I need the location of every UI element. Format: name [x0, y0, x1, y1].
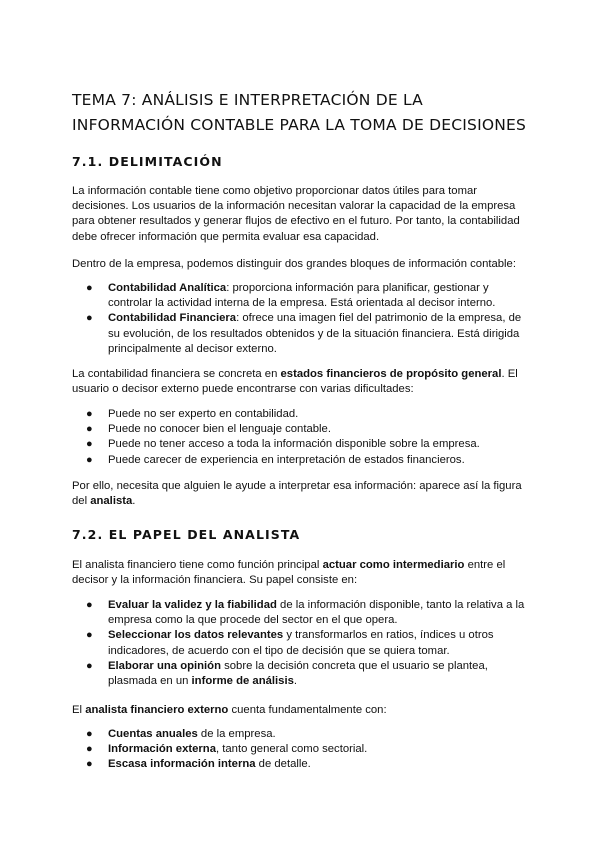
bullet-icon: ● [86, 743, 93, 756]
list-item: ● Seleccionar los datos relevantes y transformarlos en ratios, índices u otros indicadores, de acuerdo con el tipo de decisión que se quiera tomar. [86, 629, 494, 657]
title-line-2: INFORMACIÓN CONTABLE PARA LA TOMA DE DECISIONES [72, 116, 527, 134]
section-heading-delimitacion: 7.1. DELIMITACIÓN [72, 154, 223, 169]
bullet-icon: ● [86, 423, 93, 436]
bullet-icon: ● [86, 659, 93, 672]
list-item: ● Información externa, tanto general como sectorial. [72, 742, 532, 757]
list-item: ● Puede no tener acceso a toda la información disponible sobre la empresa. [72, 437, 532, 452]
paragraph-analyst-role: El analista financiero tiene como función principal actuar como intermediario entre el decisor y la información financiera. Su papel consiste en: [72, 559, 506, 587]
list-item: ● Puede no ser experto en contabilidad. [72, 407, 532, 422]
list-item: ● Elaborar una opinión sobre la decisión concreta que el usuario se plantea, plasmada en un informe de análisis. [86, 659, 488, 688]
difficulties-list [72, 407, 532, 468]
paragraph-analyst-figure: Por ello, necesita que alguien le ayude a interpretar esa información: aparece así la figura del analista. [72, 480, 522, 508]
roles-list [72, 598, 532, 689]
list-item: ● Contabilidad Financiera: ofrece una imagen fiel del patrimonio de la empresa, de su evolución, de los resultados obtenidos y de la situación financiera. Está dirigida principalmente al decisor externo. [86, 312, 522, 355]
list-item: ● Puede carecer de experiencia en interpretación de estados financieros. [72, 453, 532, 468]
bullet-icon: ● [86, 728, 93, 740]
bullet-icon: ● [86, 282, 93, 294]
bullet-icon: ● [86, 408, 93, 420]
list-item: ● Evaluar la validez y la fiabilidad de la información disponible, tanto la relativa a la empresa como la que procede del sector en el que opera. [86, 599, 525, 627]
section-heading-papel-analista: 7.2. EL PAPEL DEL ANALISTA [72, 527, 301, 542]
paragraph-blocks-intro: Dentro de la empresa, podemos distinguir dos grandes bloques de información contable: [72, 258, 516, 270]
paragraph-financial: La contabilidad financiera se concreta en estados financieros de propósito general. El usuario o decisor externo puede encontrarse con varias dificultades: [72, 368, 518, 396]
bullet-icon: ● [86, 629, 93, 642]
title-line-1: TEMA 7: ANÁLISIS E INTERPRETACIÓN DE LA [72, 91, 423, 109]
bullet-icon: ● [86, 438, 93, 451]
list-item: ● Cuentas anuales de la empresa. [72, 727, 532, 742]
blocks-list [72, 281, 532, 357]
list-item: ● Escasa información interna de detalle. [72, 757, 532, 772]
bullet-icon: ● [86, 312, 93, 325]
bullet-icon: ● [86, 758, 93, 771]
list-item: ● Puede no conocer bien el lenguaje contable. [72, 422, 532, 437]
resources-list [72, 727, 532, 773]
paragraph-intro: La información contable tiene como objetivo proporcionar datos útiles para tomar decisiones. Los usuarios de la información necesitan valorar la capacidad de la empresa para obtener resultados y generar flujos de efectivo en el futuro. Por tanto, la contabilidad debe ofrecer información que permita evaluar esa capacidad. [72, 185, 520, 243]
page-title [72, 88, 542, 138]
bullet-icon: ● [86, 599, 93, 611]
paragraph-external-analyst: El analista financiero externo cuenta fundamentalmente con: [72, 704, 387, 716]
bullet-icon: ● [86, 453, 93, 466]
list-item: ● Contabilidad Analítica: proporciona información para planificar, gestionar y controlar la actividad interna de la empresa. Está orientada al decisor interno. [86, 282, 496, 310]
